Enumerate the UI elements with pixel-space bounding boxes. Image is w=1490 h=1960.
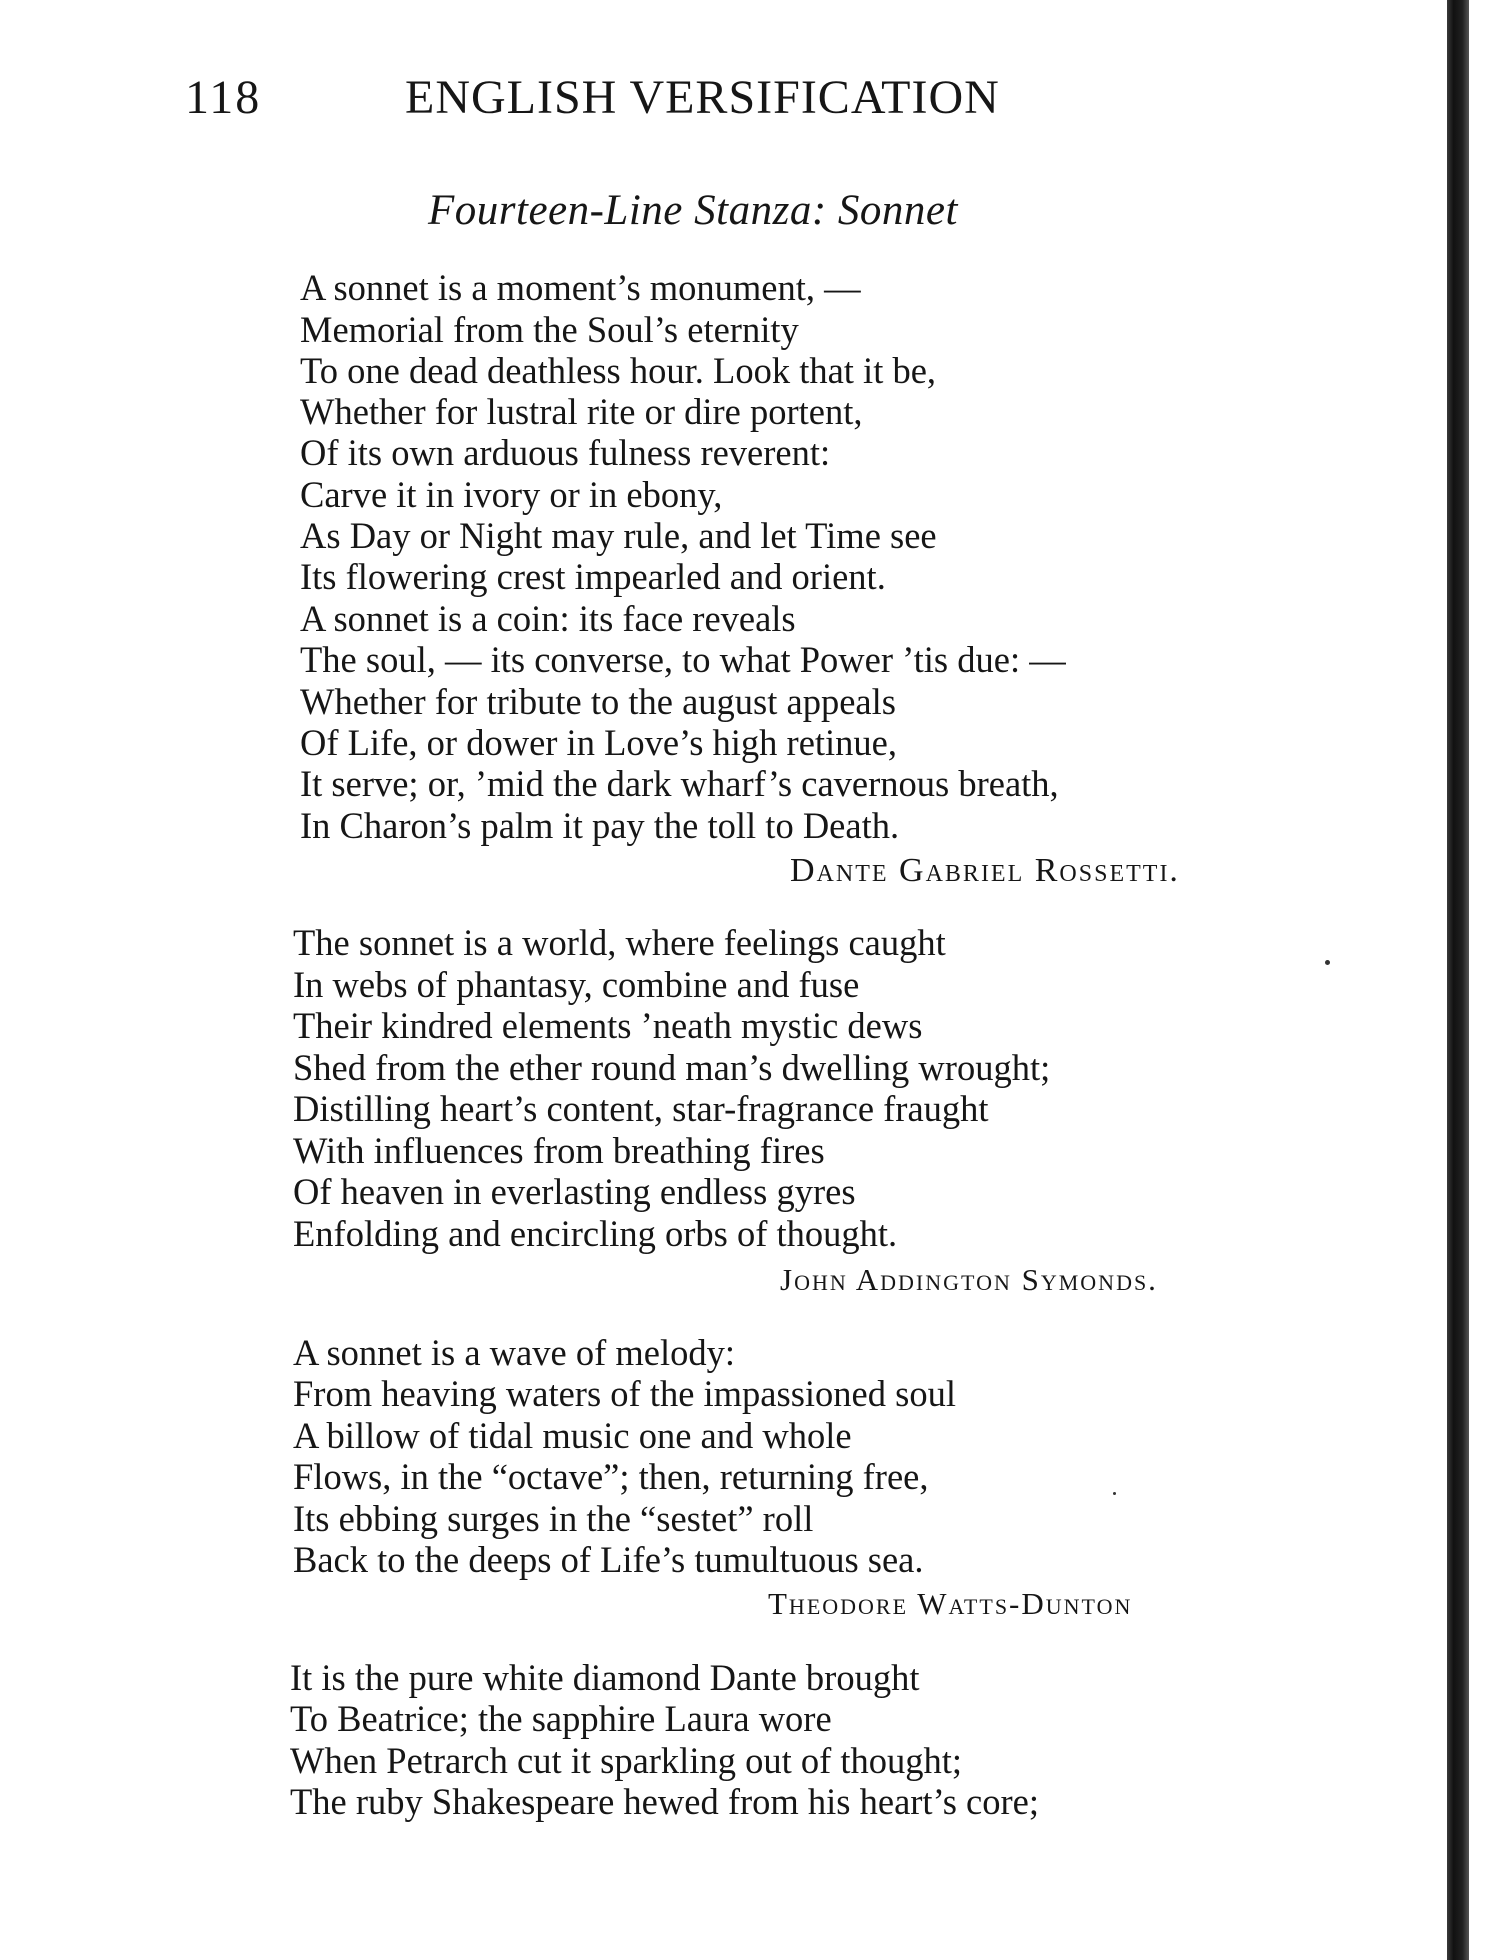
poem-line: To Beatrice; the sapphire Laura wore xyxy=(290,1698,832,1739)
page-number: 118 xyxy=(185,71,262,124)
poem-line: A sonnet is a coin: its face reveals xyxy=(300,598,796,639)
poem-line: Its flowering crest impearled and orient. xyxy=(300,556,886,597)
poem-line: A sonnet is a wave of melody: xyxy=(293,1332,735,1373)
poem-line: To one dead deathless hour. Look that it be, xyxy=(300,350,937,391)
poem-line: It is the pure white diamond Dante brought xyxy=(290,1657,920,1698)
attribution-watts-dunton: Theodore Watts-Dunton xyxy=(768,1586,1133,1621)
attribution-rossetti: Dante Gabriel Rossetti. xyxy=(790,852,1180,889)
poem-line: Distilling heart’s content, star-fragrance fraught xyxy=(293,1088,989,1129)
poem-line: Its ebbing surges in the “sestet” roll xyxy=(293,1498,814,1539)
poem-line: Memorial from the Soul’s eternity xyxy=(300,309,799,350)
poem-line: Flows, in the “octave”; then, returning free, xyxy=(293,1456,929,1497)
poem-line: As Day or Night may rule, and let Time see xyxy=(300,515,937,556)
poem-line: A sonnet is a moment’s monument, — xyxy=(300,267,861,308)
poem-line: Whether for lustral rite or dire portent, xyxy=(300,391,863,432)
poem-line: With influences from breathing fires xyxy=(293,1130,825,1171)
poem-line: Of its own arduous fulness reverent: xyxy=(300,432,831,473)
poem-line: Back to the deeps of Life’s tumultuous sea. xyxy=(293,1539,924,1580)
poem-line: Shed from the ether round man’s dwelling wrought; xyxy=(293,1047,1051,1088)
running-head: ENGLISH VERSIFICATION xyxy=(405,71,1000,124)
scan-speck xyxy=(1113,1492,1116,1495)
poem-line: Of Life, or dower in Love’s high retinue, xyxy=(300,722,898,763)
poem-line: It serve; or, ’mid the dark wharf’s cavernous breath, xyxy=(300,763,1059,804)
poem-line: The sonnet is a world, where feelings caught xyxy=(293,922,946,963)
page-binding-edge xyxy=(1447,0,1469,1960)
section-heading: Fourteen-Line Stanza: Sonnet xyxy=(428,187,958,234)
poem-line: In webs of phantasy, combine and fuse xyxy=(293,964,860,1005)
attribution-symonds: John Addington Symonds. xyxy=(780,1262,1158,1297)
scan-speck xyxy=(1325,960,1330,965)
poem-line: A billow of tidal music one and whole xyxy=(293,1415,852,1456)
poem-line: The ruby Shakespeare hewed from his heart’s core; xyxy=(290,1781,1039,1822)
poem-line: When Petrarch cut it sparkling out of thought; xyxy=(290,1740,963,1781)
poem-line: The soul, — its converse, to what Power ’tis due: — xyxy=(300,639,1066,680)
poem-line: In Charon’s palm it pay the toll to Death. xyxy=(300,805,900,846)
poem-line: Carve it in ivory or in ebony, xyxy=(300,474,723,515)
poem-line: Whether for tribute to the august appeals xyxy=(300,681,896,722)
poem-line: From heaving waters of the impassioned soul xyxy=(293,1373,956,1414)
poem-line: Of heaven in everlasting endless gyres xyxy=(293,1171,856,1212)
poem-line: Their kindred elements ’neath mystic dews xyxy=(293,1005,923,1046)
poem-line: Enfolding and encircling orbs of thought. xyxy=(293,1213,898,1254)
